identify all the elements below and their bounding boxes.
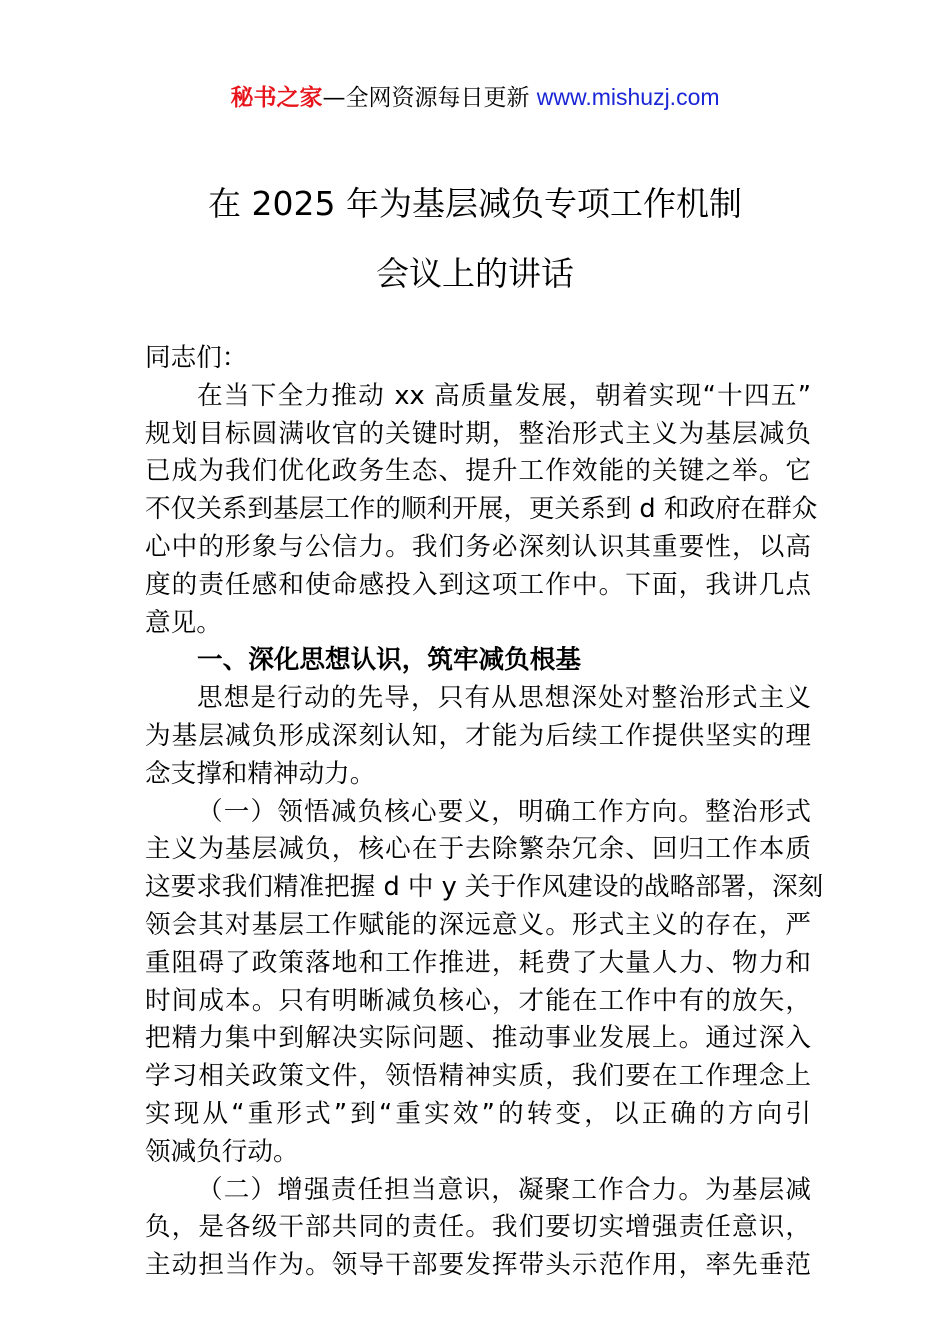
paragraph-line: 领会其对基层工作赋能的深远意义。形式主义的存在，严 <box>145 909 811 940</box>
document-body <box>145 340 824 1285</box>
paragraph-line: （二）增强责任担当意识，凝聚工作合力。为基层减 <box>197 1174 811 1205</box>
paragraph-line: 把精力集中到解决实际问题、推动事业发展上。通过深入 <box>145 1023 811 1054</box>
salutation: 同志们： <box>145 343 248 373</box>
paragraph-line: 已成为我们优化政务生态、提升工作效能的关键之举。它 <box>145 456 811 487</box>
paragraph-line: 负，是各级干部共同的责任。我们要切实增强责任意识， <box>145 1212 811 1243</box>
site-header <box>0 82 950 113</box>
section-heading-text: 一、深化思想认识，筑牢减负根基 <box>197 645 581 676</box>
paragraph-line: 重阻碍了政策落地和工作推进，耗费了大量人力、物力和 <box>145 947 811 978</box>
paragraph-line: 度的责任感和使命感投入到这项工作中。下面，我讲几点 <box>145 569 811 600</box>
paragraph-line: 规划目标圆满收官的关键时期，整治形式主义为基层减负 <box>145 418 811 449</box>
paragraph-line: 这要求我们精准把握 d 中 y 关于作风建设的战略部署，深刻 <box>145 872 824 903</box>
document-title-line-1: 在 2025 年为基层减负专项工作机制 <box>208 184 742 223</box>
paragraph-line: 实现从“重形式”到“重实效”的转变，以正确的方向引 <box>145 1098 811 1129</box>
site-brand: 秘书之家 <box>230 85 323 111</box>
paragraph-line: 为基层减负形成深刻认知，才能为后续工作提供坚实的理 <box>145 720 811 751</box>
paragraph-line: 时间成本。只有明晰减负核心，才能在工作中有的放矢， <box>145 985 811 1016</box>
site-tagline: —全网资源每日更新 <box>322 85 537 111</box>
paragraph-line: 不仅关系到基层工作的顺利开展，更关系到 d 和政府在群众 <box>145 494 818 525</box>
section-heading <box>145 642 811 680</box>
paragraph-line: 意见。 <box>145 607 222 638</box>
site-url[interactable]: www.mishuzj.com <box>536 84 720 110</box>
paragraph-line: 主动担当作为。领导干部要发挥带头示范作用，率先垂范 <box>145 1250 811 1281</box>
paragraph-line: （一）领悟减负核心要义，明确工作方向。整治形式 <box>197 796 811 827</box>
paragraph-line: 心中的形象与公信力。我们务必深刻认识其重要性，以高 <box>145 531 811 562</box>
document-title-line-2: 会议上的讲话 <box>376 254 574 293</box>
paragraph-line: 思想是行动的先导，只有从思想深处对整治形式主义 <box>197 683 811 714</box>
paragraph-line: 主义为基层减负，核心在于去除繁杂冗余、回归工作本质 <box>145 834 811 865</box>
paragraph-line: 念支撑和精神动力。 <box>145 758 376 789</box>
paragraph-line: 学习相关政策文件，领悟精神实质，我们要在工作理念上 <box>145 1061 811 1092</box>
paragraph-line: 在当下全力推动 xx 高质量发展，朝着实现“十四五” <box>197 380 811 411</box>
paragraph-line: 领减负行动。 <box>145 1136 299 1167</box>
